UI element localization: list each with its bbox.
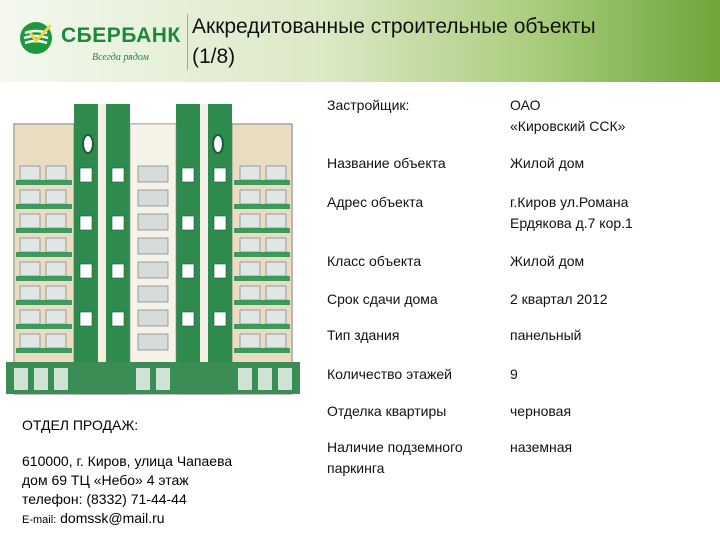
sales-address-line-2: дом 69 ТЦ «Небо» 4 этаж — [22, 472, 189, 488]
detail-label-parking — [327, 437, 507, 479]
detail-value-building-type: панельный — [510, 327, 582, 343]
detail-value-completion: 2 квартал 2012 — [510, 291, 608, 307]
detail-value-developer-line-1: ОАО — [510, 97, 541, 113]
detail-value-address-line-2: Ердякова д.7 кор.1 — [510, 215, 633, 231]
detail-label-floors: Количество этажей — [327, 366, 452, 382]
detail-value-developer — [510, 95, 710, 137]
detail-label-address: Адрес объекта — [327, 194, 424, 210]
sales-address-line-1: 610000, г. Киров, улица Чапаева — [22, 453, 233, 469]
logo-slogan: Всегда рядом — [92, 52, 149, 63]
detail-label-class: Класс объекта — [327, 253, 422, 269]
header-divider — [187, 14, 188, 70]
detail-value-address-line-1: г.Киров ул.Романа — [510, 194, 629, 210]
detail-value-parking: наземная — [510, 439, 573, 455]
detail-label-parking-line-2: паркинга — [327, 460, 385, 476]
page-title-line-1: Аккредитованные строительные объекты — [192, 15, 596, 38]
object-details — [327, 0, 717, 540]
detail-label-object-name: Название объекта — [327, 155, 446, 171]
email-link[interactable]: domssk@mail.ru — [60, 510, 165, 526]
sberbank-logo[interactable] — [14, 14, 189, 70]
detail-value-address — [510, 192, 710, 234]
sales-email — [22, 509, 312, 530]
sales-address — [22, 452, 312, 509]
sales-phone[interactable]: телефон: (8332) 71-44-44 — [22, 491, 187, 507]
sales-title: ОТДЕЛ ПРОДАЖ: — [22, 417, 139, 433]
building-illustration — [6, 104, 300, 404]
detail-label-parking-line-1: Наличие подземного — [327, 439, 463, 455]
detail-label-developer: Застройщик: — [327, 97, 410, 113]
detail-label-completion: Срок сдачи дома — [327, 291, 438, 307]
email-label: E-mail: — [22, 514, 57, 526]
detail-value-finishing: черновая — [510, 403, 572, 419]
detail-value-developer-line-2: «Кировский ССК» — [510, 118, 626, 134]
logo-name: СБЕРБАНК — [61, 24, 181, 47]
page-title-line-2: (1/8) — [192, 45, 236, 68]
sberbank-logo-icon — [18, 20, 54, 56]
detail-value-class: Жилой дом — [510, 253, 585, 269]
sales-department — [22, 416, 312, 530]
detail-value-object-name: Жилой дом — [510, 155, 585, 171]
detail-value-floors: 9 — [510, 366, 518, 382]
detail-label-finishing: Отделка квартиры — [327, 403, 447, 419]
detail-label-building-type: Тип здания — [327, 327, 400, 343]
